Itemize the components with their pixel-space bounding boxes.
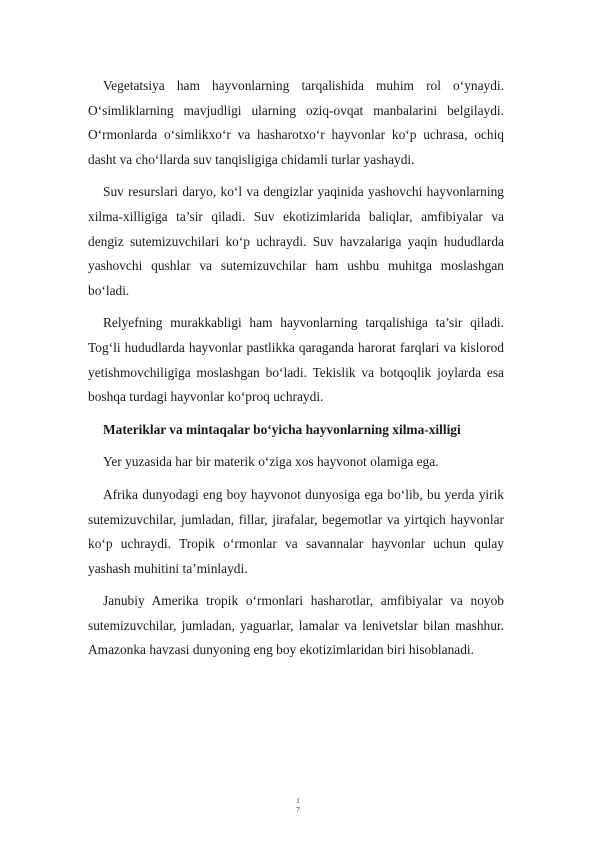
paragraph-vegetation: Vegetatsiya ham hayvonlarning tarqalishida muhim rol o‘ynaydi. O‘simliklarning mavjudligi ularning oziq-ovqat manbalarini belgilaydi. O‘rmonlarda o‘simlikxo‘r va hasharotxo‘r hayvonlar ko‘p uchrasa, ochiq dasht va cho‘llarda suv tanqisligiga chidamli turlar yashaydi. bbox=[88, 78, 504, 167]
page-number bbox=[293, 797, 303, 815]
paragraph-water-resources: Suv resurslari daryo, ko‘l va dengizlar yaqinida yashovchi hayvonlarning xilma-xilligiga ta’sir qiladi. Suv ekotizimlarida baliqlar, amfibiyalar va dengiz sutemizuvchilari ko‘p uchraydi. Suv havzalariga yaqin hududlarda yashovchi qushlar va sutemizuvchilar ham ushbu muhitga moslashgan bo‘ladi. bbox=[88, 184, 504, 298]
section-heading: Materiklar va mintaqalar bo‘yicha hayvonlarning xilma-xilligi bbox=[103, 421, 461, 437]
paragraph-continents-intro: Yer yuzasida har bir materik o‘ziga xos hayvonot olamiga ega. bbox=[103, 454, 439, 470]
paragraph-africa: Afrika dunyodagi eng boy hayvonot dunyosiga ega bo‘lib, bu yerda yirik sutemizuvchilar, jumladan, fillar, jirafalar, begemotlar va yirtqich hayvonlar ko‘p uchraydi. Tropik o‘rmonlar va savannalar hayvonlar uchun qulay yashash muhitini ta’minlaydi. bbox=[88, 486, 504, 576]
document-page bbox=[88, 74, 504, 671]
page-number-digit-2: 7 bbox=[296, 806, 300, 814]
page-number-digit-1: 1 bbox=[296, 797, 300, 805]
paragraph-relief: Relyefning murakkabligi ham hayvonlarning tarqalishiga ta’sir qiladi. Tog‘li hududlarda hayvonlar pastlikka qaraganda harorat farqlari va kislorod yetishmovchiligiga moslashgan bo‘ladi. Tekislik va botqoqlik joylarda esa boshqa turdagi hayvonlar ko‘proq uchraydi. bbox=[88, 315, 504, 405]
paragraph-south-america: Janubiy Amerika tropik o‘rmonlari hasharotlar, amfibiyalar va noyob sutemizuvchilar, jumladan, yaguarlar, lamalar va lenivetslar bilan mashhur. Amazonka havzasi dunyoning eng boy ekotizimlaridan biri hisoblanadi. bbox=[88, 593, 504, 658]
